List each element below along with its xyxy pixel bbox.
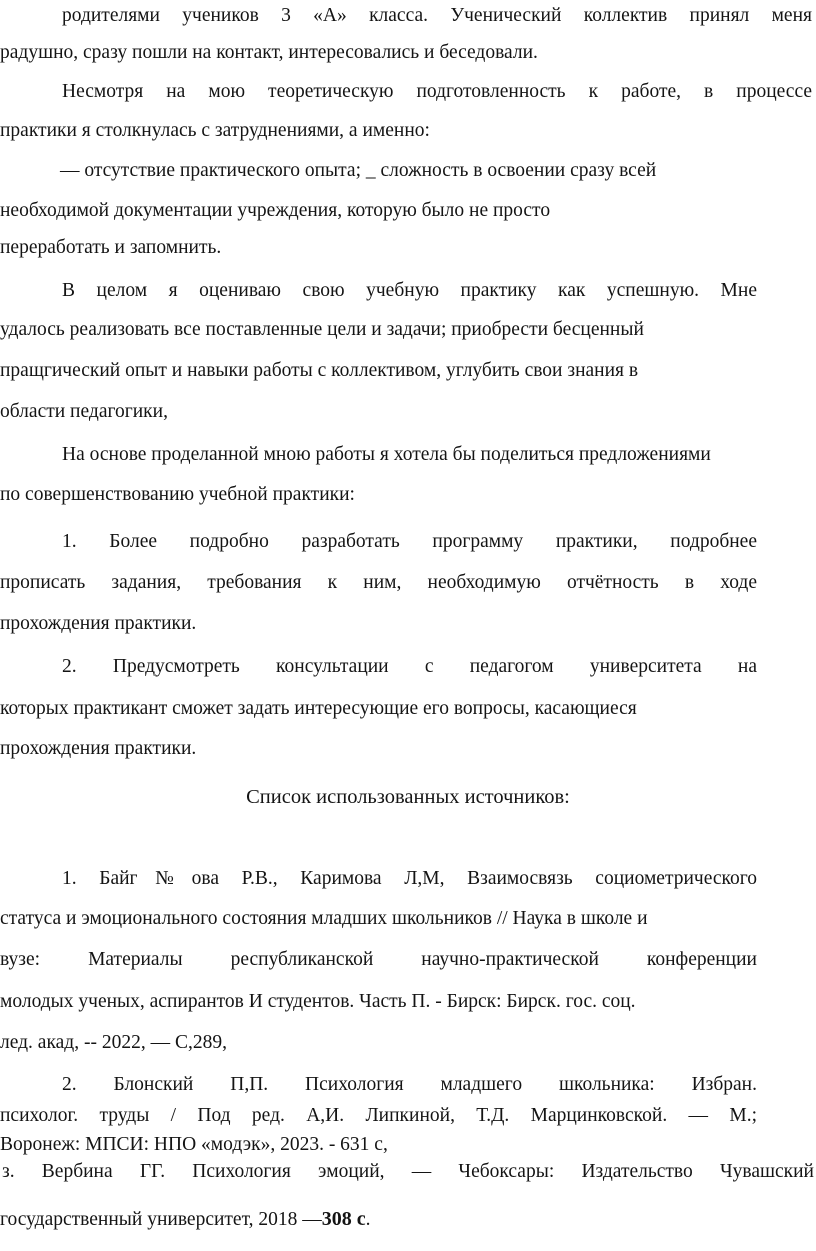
text-line: удалось реализовать все поставленные цели и задачи; приобрести бесценный [0,319,644,340]
text-line: родителями учеников 3 «А» класса. Ученический коллектив принял меня [62,5,812,26]
text-line: области педагогики, [0,401,168,422]
page-count: 308 с [321,1208,366,1230]
sources-title: Список использованных источников: [246,786,570,808]
text-line: практики я столкнулась с затруднениями, а именно: [0,120,430,141]
period: . [365,1209,371,1230]
text-line: радушно, сразу пошли на контакт, интересовались и беседовали. [0,42,538,63]
text-line: — отсутствие практического опыта; _ сложность в освоении сразу всей [60,160,657,181]
text-line: статуса и эмоционального состояния младших школьников // Наука в школе и [0,908,648,929]
text-segment: государственный университет, 2018 — [0,1209,322,1230]
text-line: по совершенствованию учебной практики: [0,484,355,505]
text-line: прохождения практики. [0,613,197,634]
text-line: В целом я оцениваю свою учебную практику как успешную. Мне [62,280,757,301]
source-item: з. Вербина ГГ. Психология эмоций, — Чебоксары: Издательство Чувашский [2,1161,814,1182]
text-line: лед. акад, -- 2022, — С,289, [0,1032,227,1053]
source-item: 1. Байг№ова Р.В., Каримова Л,М, Взаимосвязь социометрического [62,868,757,889]
text-line: На основе проделанной мною работы я хотела бы поделиться предложениями [62,444,711,465]
text-line: необходимой документации учреждения, которую было не просто [0,200,551,221]
text-line: Несмотря на мою теоретическую подготовленность к работе, в процессе [62,81,812,102]
text-line: Воронеж: МПСИ: НПО «модэк», 2023. - 631 с, [0,1134,388,1155]
text-line: психолог. труды / Под ред. А,И. Липкиной, Т.Д. Марцинковской. — М.; [0,1105,757,1126]
source-last-line [0,1207,371,1232]
text-line: вузе: Материалы республиканской научно-практической конференции [0,949,757,970]
text-line: прохождения практики. [0,738,197,759]
text-line: прописать задания, требования к ним, необходимую отчётность в ходе [0,572,757,593]
source-item: 2. Блонский П,П. Психология младшего школьника: Избран. [62,1074,757,1095]
text-line: пращгический опыт и навыки работы с коллективом, углубить свои знания в [0,360,639,381]
text-line: которых практикант сможет задать интересующие его вопросы, касающиеся [0,698,637,719]
list-item: 2. Предусмотреть консультации с педагогом университета на [62,656,757,677]
text-line: переработать и запомнить. [0,237,222,258]
text-line: молодых ученых, аспирантов И студентов. Часть П. - Бирск: Бирск. гос. соц. [0,991,636,1012]
list-item: 1. Более подробно разработать программу практики, подробнее [62,531,757,552]
